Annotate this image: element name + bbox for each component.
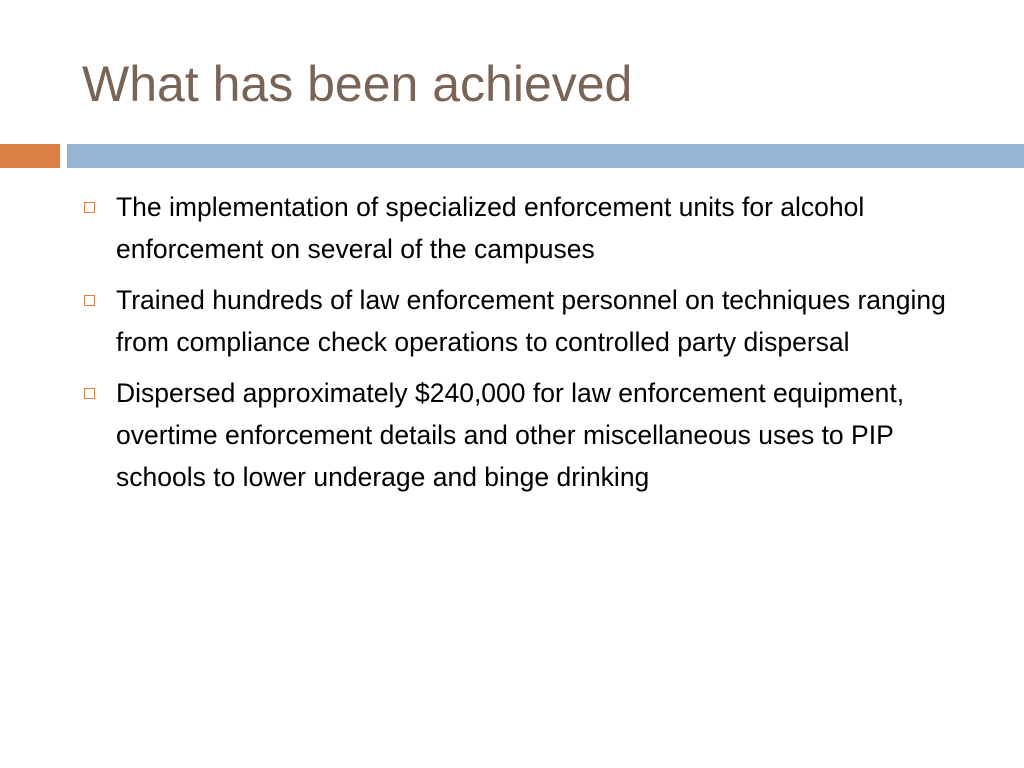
bullet-item xyxy=(82,279,982,363)
bullet-text: Trained hundreds of law enforcement personnel on techniques ranging from compliance check operations to controlled party dispersal xyxy=(116,285,946,357)
bullet-text: Dispersed approximately $240,000 for law enforcement equipment, overtime enforcement details and other miscellaneous uses to PIP schools to lower underage and binge drinking xyxy=(116,378,905,492)
title-divider-accent xyxy=(0,144,60,168)
title-divider-bar xyxy=(67,144,1024,168)
hollow-square-bullet-icon xyxy=(84,295,95,306)
bullet-text: The implementation of specialized enforcement units for alcohol enforcement on several of the campuses xyxy=(116,192,865,264)
hollow-square-bullet-icon xyxy=(84,388,95,399)
bullet-item xyxy=(82,372,982,498)
bullet-list xyxy=(82,186,982,507)
hollow-square-bullet-icon xyxy=(84,202,95,213)
bullet-item xyxy=(82,186,982,270)
slide-title: What has been achieved xyxy=(82,56,633,112)
